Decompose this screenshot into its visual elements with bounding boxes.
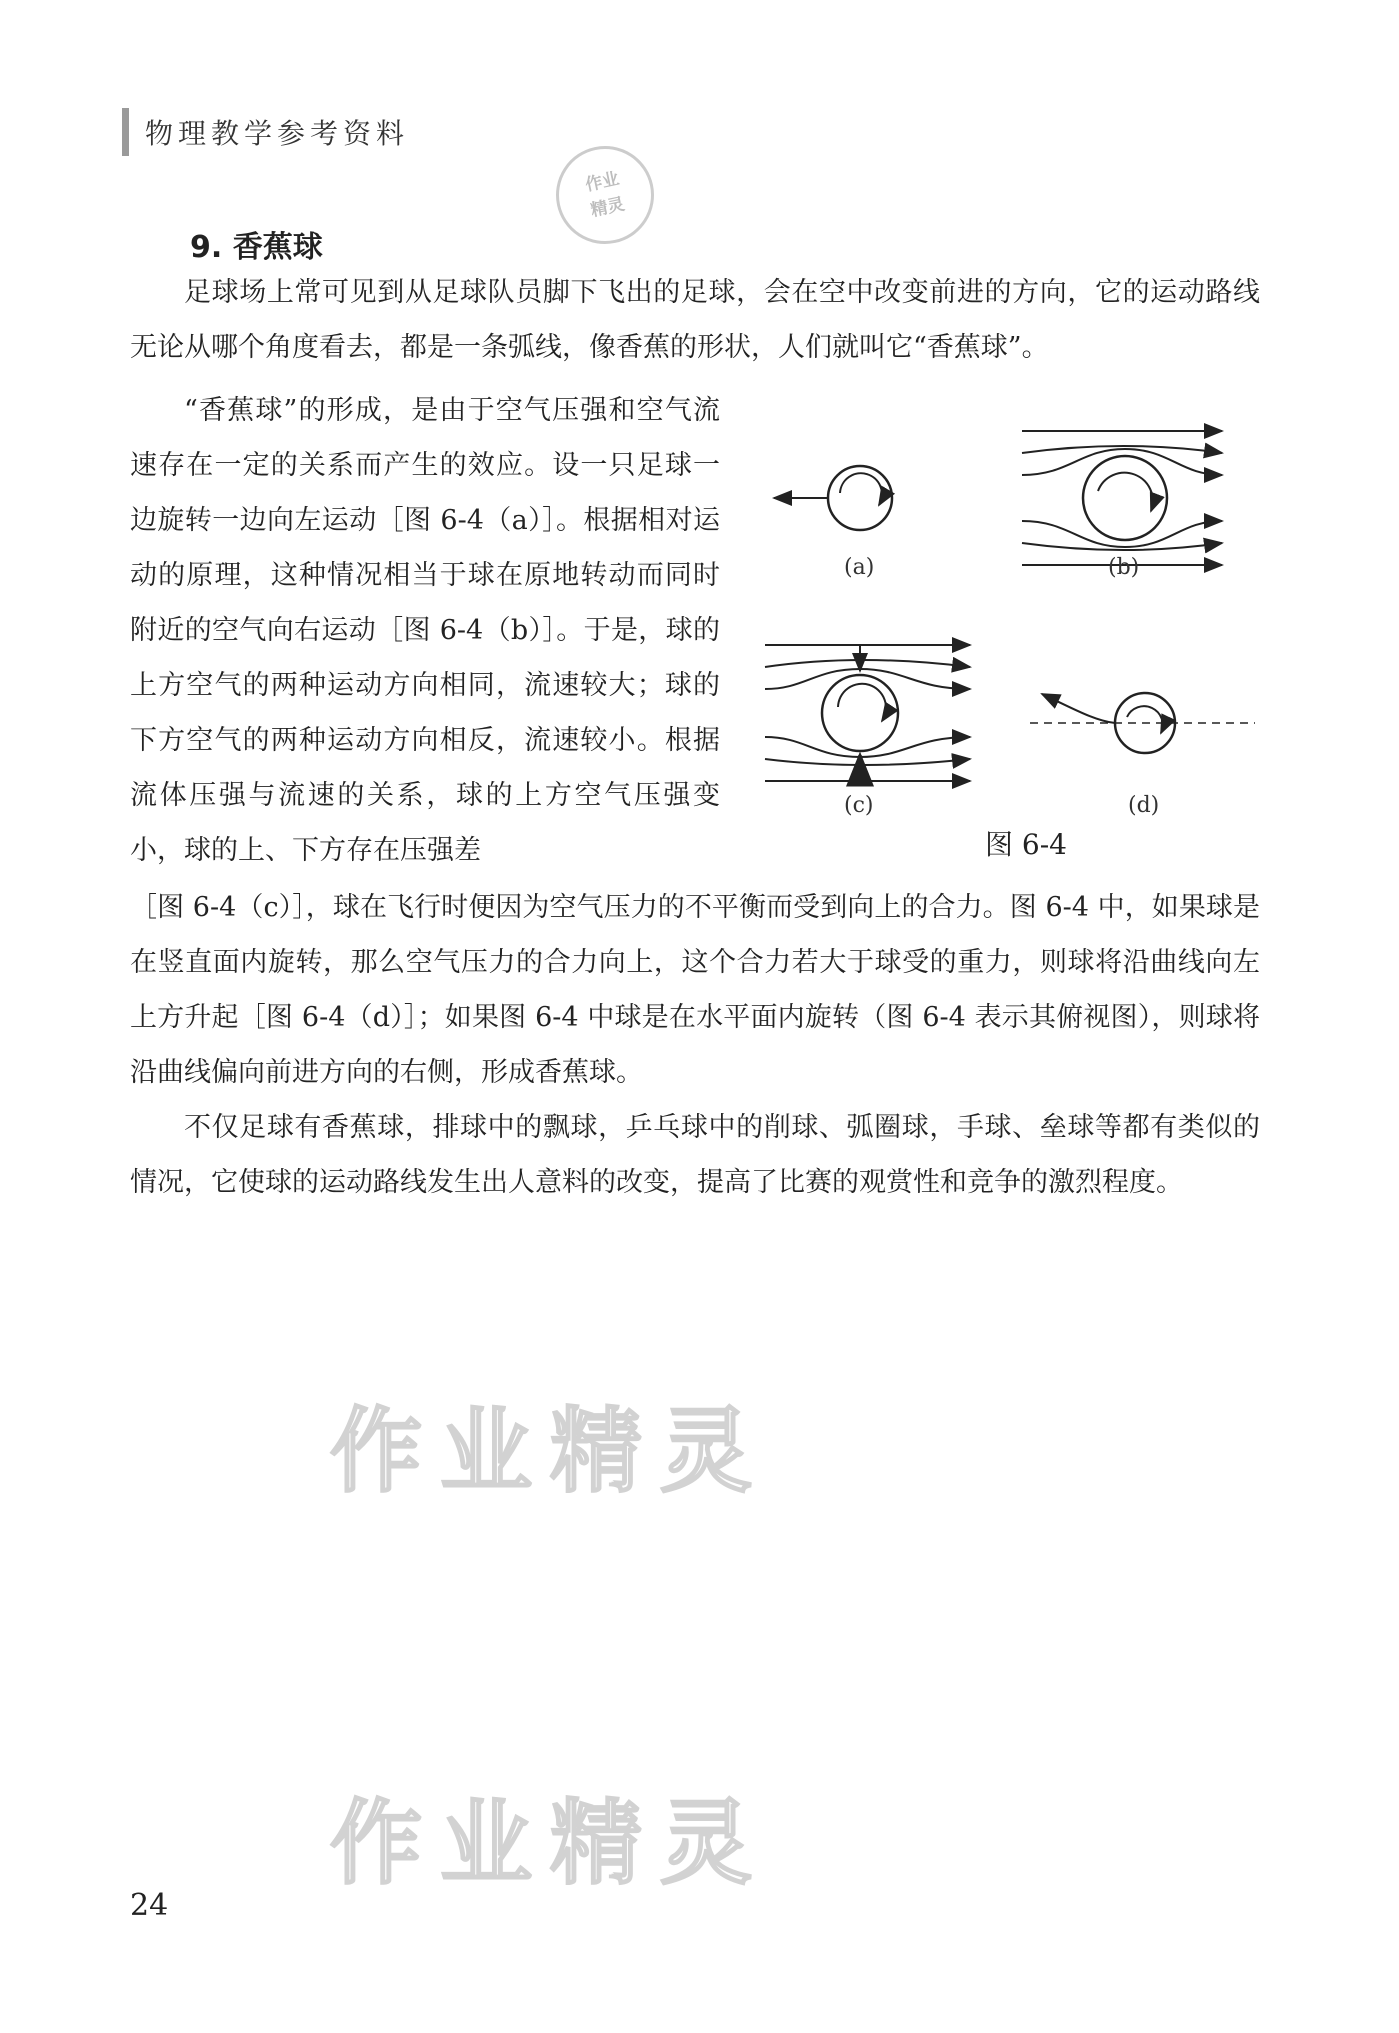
rotation-arrow [838, 684, 886, 721]
header-accent-bar [122, 108, 129, 156]
trajectory-arrow [1042, 694, 1115, 723]
figure-label-b: (b) [1108, 555, 1140, 580]
stamp-text-top: 作业 [583, 168, 622, 196]
diagram-d [1030, 693, 1255, 753]
rotation-arrow [840, 473, 882, 505]
paragraph-3: 不仅足球有香蕉球，排球中的飘球，乒乓球中的削球、弧圈球，手球、垒球等都有类似的情况，它使球的运动路线发生出人意料的改变，提高了比赛的观赏性和竞争的激烈程度。 [130, 1112, 1260, 1198]
paragraph-2-intro: “香蕉球”的形成，是由于空气压强和空气流速存在一定的关系而产生的效应。设一只足球一边旋转一边向左运动［图 6-4（a）］。根据相对运动的原理，这种情况相当于球在原地转动而同时附近的空气向右运动［图 6-4（b）］。于是，球的上方空气的两种运动方向相同，流速较大；球的下方空气的两种运动方向相反，流速较小。根据流体压强与流速的关系，球的上方空气压强变小，球的上、下方存在压强差 [130, 395, 720, 866]
figure-label-d: (d) [1128, 793, 1160, 818]
watermark: 作业精灵 [330, 1398, 771, 1505]
rotation-arrow [1098, 473, 1153, 511]
figure-label-a: (a) [844, 555, 875, 580]
watermark: 作业精灵 [330, 1790, 771, 1897]
ball-circle [1083, 456, 1167, 540]
rotation-arrow [1127, 706, 1163, 733]
diagram-c [765, 645, 970, 781]
running-header [122, 108, 409, 156]
streamline [765, 759, 970, 765]
diagram-b [1022, 431, 1222, 565]
streamline [1022, 521, 1222, 547]
header-title: 物理教学参考资料 [145, 117, 410, 150]
streamline [1022, 449, 1222, 475]
figure-label-c: (c) [844, 793, 874, 818]
paragraph-2-continued: ［图 6-4（c）］，球在飞行时便因为空气压力的不平衡而受到向上的合力。图 6-4 中，如果球是在竖直面内旋转，那么空气压力的合力向上，这个合力若大于球受的重力，则球将沿曲线向左上方升起［图 6-4（d）］；如果图 6-4 中球是在水平面内旋转（图 6-4 表示其俯视图），则球将沿曲线偏向前进方向的右侧，形成香蕉球。 [130, 892, 1260, 1088]
paragraph-1: 足球场上常可见到从足球队员脚下飞出的足球，会在空中改变前进的方向，它的运动路线无论从哪个角度看去，都是一条弧线，像香蕉的形状，人们就叫它“香蕉球”。 [130, 277, 1260, 363]
streamline [765, 669, 970, 689]
section-title: 9. 香蕉球 [190, 230, 323, 265]
figure-6-4 [760, 383, 1260, 863]
figure-caption: 图 6-4 [985, 828, 1067, 861]
stamp [547, 137, 663, 253]
stamp-text-bottom: 精灵 [588, 194, 627, 222]
streamline [765, 660, 970, 667]
page-number: 24 [130, 1888, 169, 1923]
figure-6-4-diagram [760, 383, 1260, 863]
diagram-a [774, 466, 892, 530]
streamline [765, 737, 970, 757]
text-with-figure [130, 383, 1260, 880]
ball-circle [822, 675, 898, 751]
